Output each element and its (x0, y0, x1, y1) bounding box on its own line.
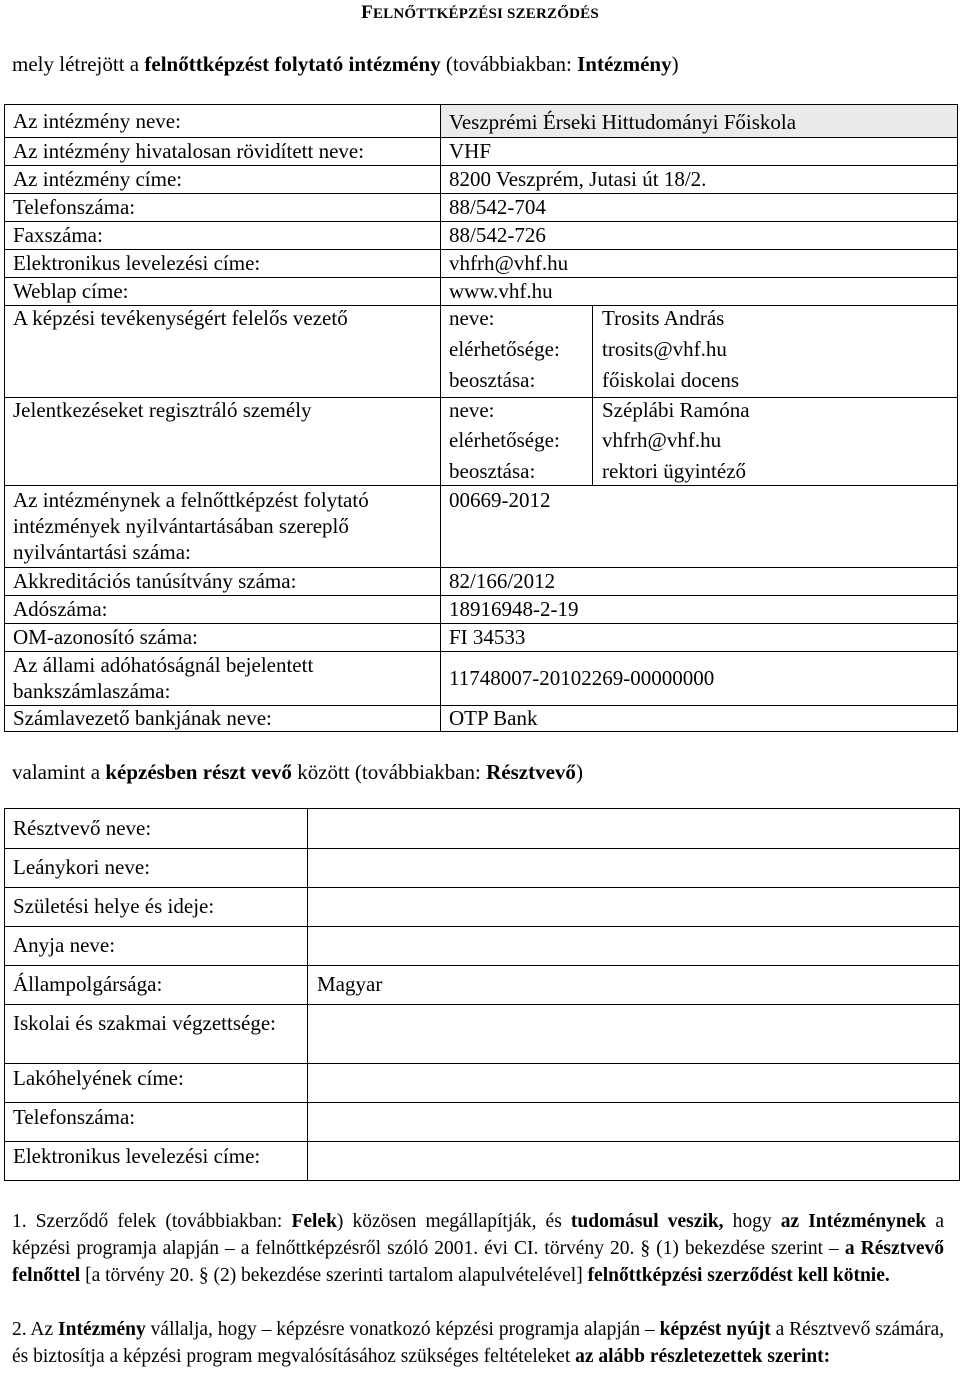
leader-name-value: Trosits András (602, 306, 725, 330)
registrar-role-key: beosztása: (449, 459, 536, 483)
registrar-contact-value: vhfrh@vhf.hu (602, 428, 722, 452)
birth-place-date-label: Születési helye és ideje: (13, 894, 215, 918)
participant-table (4, 808, 960, 1181)
leader-name-key: neve: (449, 306, 495, 330)
intro-line: mely létrejött a felnőttképzést folytató intézmény (továbbiakban: Intézmény) (12, 52, 679, 76)
bank-account-label: Az állami adóhatóságnál bejelentett bankszámlaszáma: (13, 653, 314, 703)
tax-value: 18916948-2-19 (449, 597, 579, 621)
participant-email-label: Elektronikus levelezési címe: (13, 1144, 261, 1168)
accr-label: Akkreditációs tanúsítvány száma: (13, 569, 297, 593)
inst-phone-label: Telefonszáma: (13, 195, 136, 219)
leader-label: A képzési tevékenységért felelős vezető (13, 306, 348, 330)
paragraph-1: 1. Szerződő felek (továbbiakban: Felek) közösen megállapítják, és tudomásul veszik, hogy az Intézménynek a képzési programja alapján – a felnőttképzésről szóló 2001. évi CI. törvény 20. § (1) bekezdése szerint – a Résztvevő felnőttel [a törvény 20. § (2) bekezdése szerinti tartalom alapulvételével] felnőttképzési szerződést kell kötnie. (12, 1211, 945, 1286)
participant-phone-label: Telefonszáma: (13, 1105, 136, 1129)
registrar-name-value: Széplábi Ramóna (602, 398, 750, 422)
bank-name-value: OTP Bank (449, 706, 538, 730)
leader-contact-key: elérhetősége: (449, 337, 560, 361)
inst-name-label: Az intézmény neve: (13, 109, 181, 133)
education-label: Iskolai és szakmai végzettsége: (13, 1011, 276, 1035)
maiden-name-label: Leánykori neve: (13, 855, 151, 879)
inst-short-value: VHF (449, 139, 492, 163)
inst-address-label: Az intézmény címe: (13, 167, 183, 191)
regnum-value: 00669-2012 (449, 488, 551, 512)
inst-short-label: Az intézmény hivatalosan rövidített neve: (13, 139, 365, 163)
om-label: OM-azonosító száma: (13, 625, 198, 649)
inst-phone-value: 88/542-704 (449, 195, 546, 219)
citizenship-label: Állampolgársága: (13, 972, 163, 996)
regnum-label: Az intézménynek a felnőttképzést folytató intézmények nyilvántartásában szereplő nyilvántartási száma: (13, 488, 369, 564)
participant-intro-line: valamint a képzésben részt vevő között (továbbiakban: Résztvevő) (12, 760, 583, 784)
leader-role-key: beosztása: (449, 368, 536, 392)
registrar-contact-key: elérhetősége: (449, 428, 560, 452)
inst-fax-label: Faxszáma: (13, 223, 103, 247)
inst-email-value: vhfrh@vhf.hu (449, 251, 569, 275)
leader-contact-value: trosits@vhf.hu (602, 337, 727, 361)
om-value: FI 34533 (449, 625, 526, 649)
citizenship-field[interactable]: Magyar (317, 972, 383, 996)
mother-name-label: Anyja neve: (13, 933, 116, 957)
inst-name-value: Veszprémi Érseki Hittudományi Főiskola (449, 110, 797, 134)
participant-name-label: Résztvevő neve: (13, 816, 152, 840)
inst-web-label: Weblap címe: (13, 279, 129, 303)
paragraph-2: 2. Az Intézmény vállalja, hogy – képzésre vonatkozó képzési programja alapján – képzést nyújt a Résztvevő számára, és biztosítja a képzési program megvalósításához szükséges feltételeket az alább részletezettek szerint: (12, 1319, 944, 1367)
tax-label: Adószáma: (13, 597, 108, 621)
registrar-name-key: neve: (449, 398, 495, 422)
residence-label: Lakóhelyének címe: (13, 1066, 184, 1090)
inst-fax-value: 88/542-726 (449, 223, 546, 247)
bank-name-label: Számlavezető bankjának neve: (13, 706, 272, 730)
registrar-role-value: rektori ügyintéző (602, 459, 747, 483)
bank-account-value: 11748007-20102269-00000000 (449, 666, 715, 690)
document-title: FELNŐTTKÉPZÉSI SZERZŐDÉS (361, 2, 599, 23)
inst-address-value: 8200 Veszprém, Jutasi út 18/2. (449, 167, 707, 191)
inst-email-label: Elektronikus levelezési címe: (13, 251, 261, 275)
inst-web-value: www.vhf.hu (449, 279, 553, 303)
leader-role-value: főiskolai docens (602, 368, 740, 392)
accr-value: 82/166/2012 (449, 569, 556, 593)
institution-table (4, 104, 958, 732)
registrar-label: Jelentkezéseket regisztráló személy (13, 398, 312, 422)
